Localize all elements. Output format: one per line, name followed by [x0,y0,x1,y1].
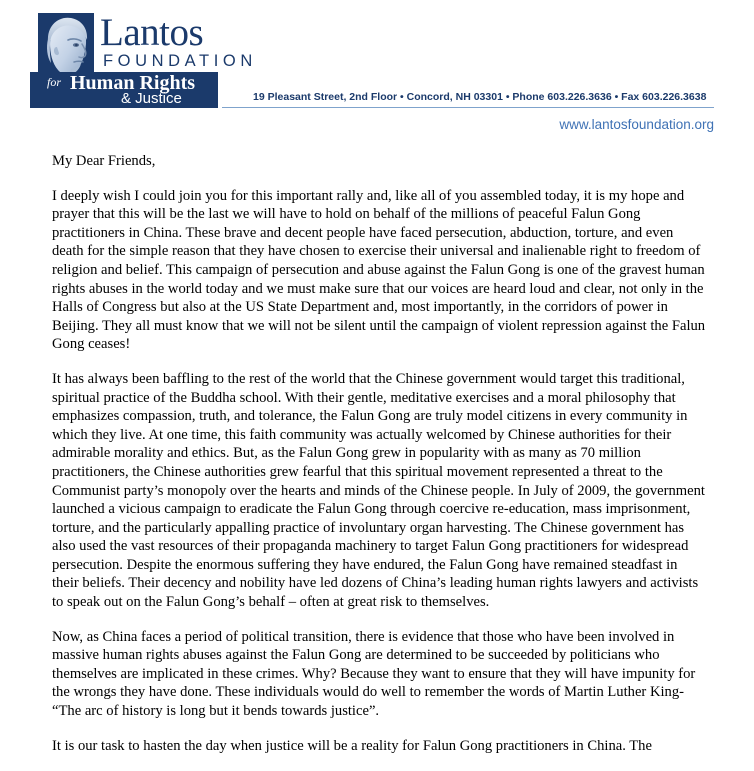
letter-paragraph: I deeply wish I could join you for this important rally and, like all of you assembled today, it is my hope and prayer that this will be the last we will have to hold on behalf of the millions of peaceful Falun Gong practitioners in China. These brave and decent people have faced persecution, abduction, torture, and even death for the simple reason that they have chosen to exercise their universal and inalienable right to freedom of religion and belief. This campaign of persecution and abuse against the Falun Gong is one of the gravest human rights abuses in the world today and we must make sure that our voices are heard loud and clear, not only in the Halls of Congress but also at the US State Department and, most importantly, in the corridors of power in Beijing. They all must know that we will not be silent until the campaign of violent repression against the Falun Gong ceases! [52,187,706,353]
logo-tagline-human-rights: Human Rights [70,72,196,94]
contact-address-line: 19 Pleasant Street, 2nd Floor • Concord, NH 03301 • Phone 603.226.3636 • Fax 603.226.3638 [253,91,707,103]
letterhead [0,0,754,140]
letter-salutation: My Dear Friends, [52,153,156,169]
header-divider-rule [222,107,714,108]
website-url: www.lantosfoundation.org [559,117,714,132]
letter-body [52,152,706,771]
logo-tagline-justice: & Justice [121,90,182,107]
letter-paragraph: Now, as China faces a period of political transition, there is evidence that those who have been involved in massive human rights abuses against the Falun Gong are determined to be succeeded by politicians who themselves are implicated in these crimes. Why? Because they want to ensure that they will have impunity for the wrongs they have done. These individuals would do well to remember the words of Martin Luther King- “The arc of history is long but it bends towards justice”. [52,628,696,720]
letter-paragraph: It has always been baffling to the rest of the world that the Chinese government would target this traditional, spiritual practice of the Buddha school. With their gentle, meditative exercises and a moral philosophy that emphasizes compassion, truth, and tolerance, the Falun Gong are truly model citizens in every community in which they live. At one time, this faith community was actually welcomed by Chinese authorities for their admirable morality and ethics. But, as the Falun Gong grew in popularity with as many as 70 million practitioners, the Chinese authorities grew fearful that this spiritual movement represented a threat to the Communist party’s monopoly over the hearts and minds of the Chinese people. In July of 2009, the government launched a vicious campaign to eradicate the Falun Gong through coercive re-education, mass imprisonment, torture, and the particularly appalling practice of involuntary organ harvesting. The Chinese government has also used the vast resources of their propaganda machinery to target Falun Gong practitioners for widespread persecution. Despite the enormous suffering they have endured, the Falun Gong have remained steadfast in their beliefs. Their decency and nobility have led dozens of China’s leading human rights lawyers and activists to speak out on the Falun Gong’s behalf – often at great risk to themselves. [52,370,705,611]
logo-tagline-for: for [47,75,62,89]
logo-subtitle: FOUNDATION [103,52,257,70]
letter-paragraph: It is our task to hasten the day when justice will be a reality for Falun Gong practitioners in China. The [52,737,652,754]
logo-wordmark: Lantos [100,11,204,54]
